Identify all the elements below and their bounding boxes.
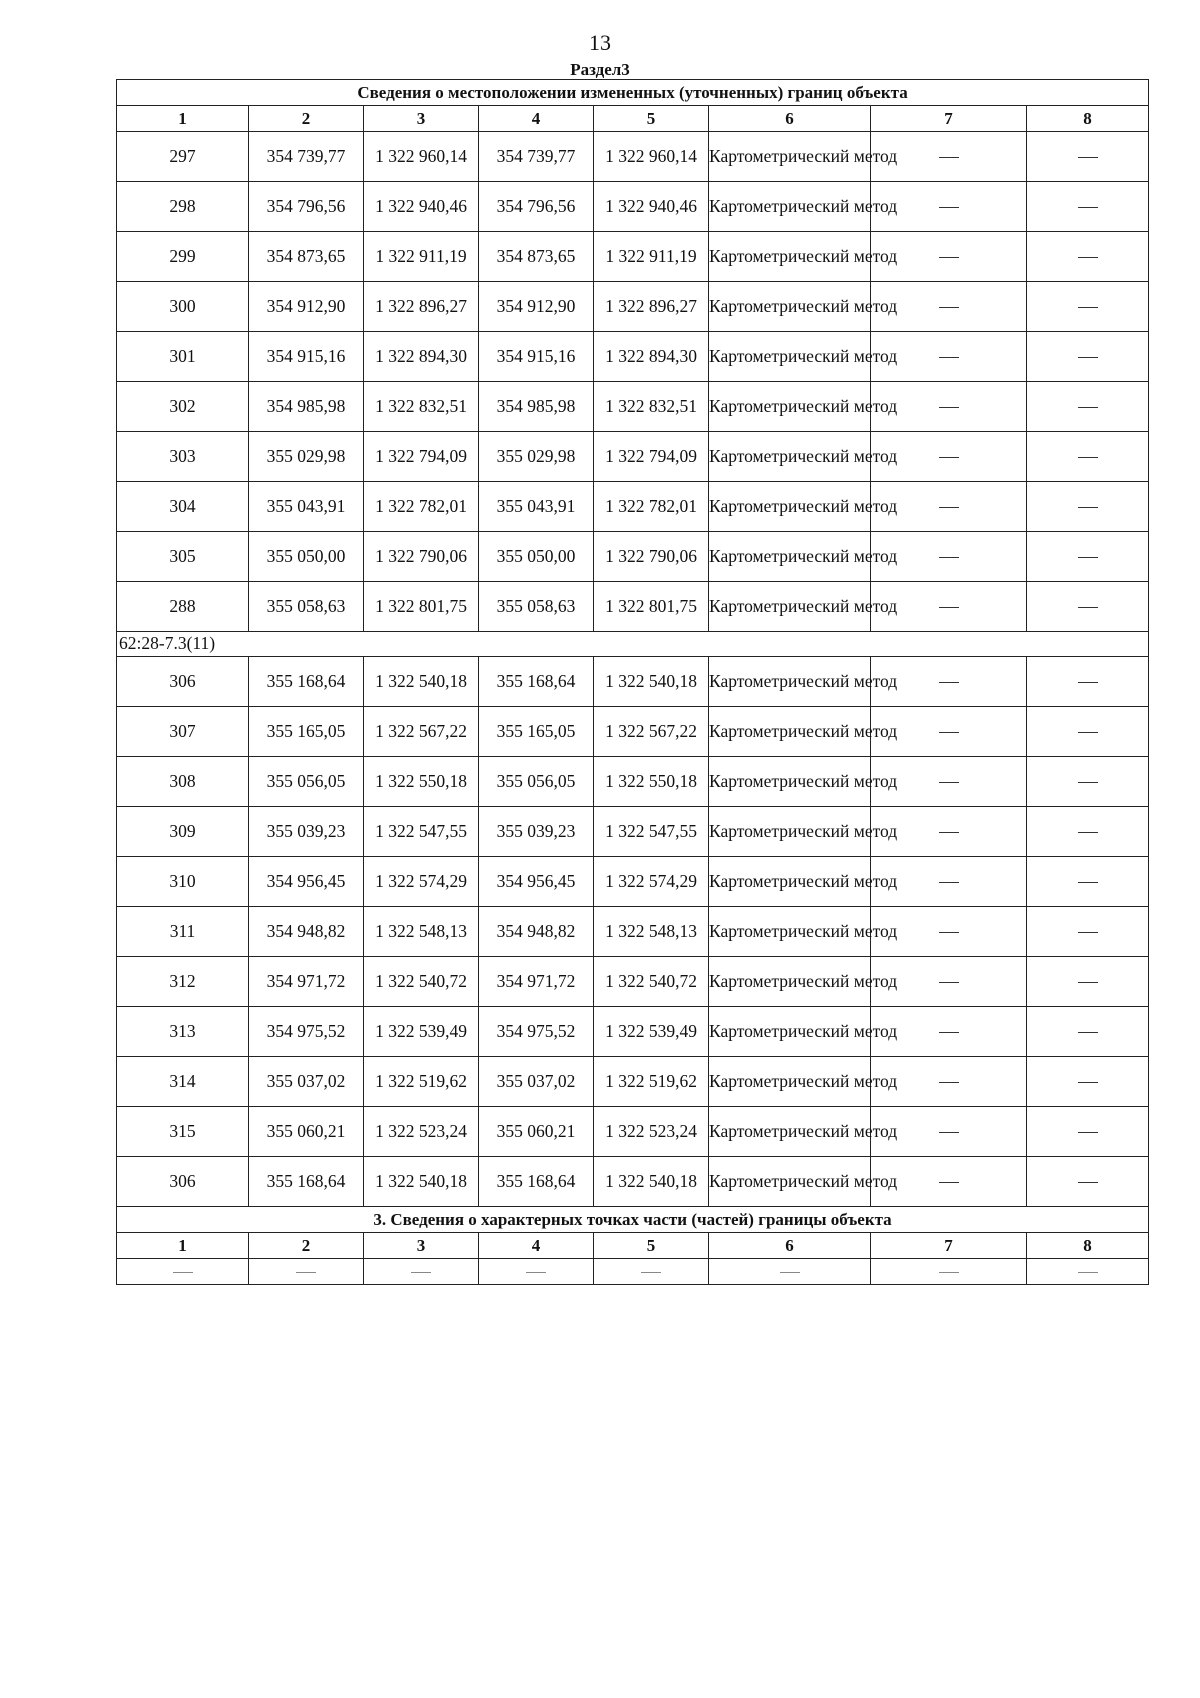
table-row [117, 532, 1149, 582]
y-existing-cell: 1 322 523,24 [364, 1107, 479, 1157]
dash-mark [939, 1082, 959, 1083]
dash-mark [1078, 1182, 1098, 1183]
point-number-cell: 300 [117, 282, 249, 332]
x-existing-cell: 355 037,02 [249, 1057, 364, 1107]
description-cell [1027, 282, 1149, 332]
dash-mark [1078, 507, 1098, 508]
y-refined-cell: 1 322 790,06 [594, 532, 709, 582]
method-cell: Картометрический метод [709, 807, 871, 857]
y-refined-cell: 1 322 540,18 [594, 657, 709, 707]
point-number-cell: 313 [117, 1007, 249, 1057]
point-number-cell: 298 [117, 182, 249, 232]
dash-mark [296, 1272, 316, 1273]
dash-mark [1078, 307, 1098, 308]
y-existing-cell: 1 322 539,49 [364, 1007, 479, 1057]
description-cell [1027, 807, 1149, 857]
table-row [117, 182, 1149, 232]
empty-cell [249, 1259, 364, 1285]
group-label: 62:28-7.3(11) [117, 632, 1149, 657]
dash-mark [939, 607, 959, 608]
description-cell [1027, 132, 1149, 182]
x-refined-cell: 355 056,05 [479, 757, 594, 807]
dash-mark [1078, 882, 1098, 883]
column-number: 3 [364, 106, 479, 132]
y-existing-cell: 1 322 519,62 [364, 1057, 479, 1107]
empty-cell [479, 1259, 594, 1285]
table-row [117, 707, 1149, 757]
empty-cell [1027, 1259, 1149, 1285]
description-cell [1027, 482, 1149, 532]
description-cell [1027, 332, 1149, 382]
dash-mark [939, 782, 959, 783]
y-existing-cell: 1 322 567,22 [364, 707, 479, 757]
dash-mark [1078, 407, 1098, 408]
method-cell: Картометрический метод [709, 1057, 871, 1107]
dash-mark [1078, 157, 1098, 158]
group-row [117, 632, 1149, 657]
empty-cell [594, 1259, 709, 1285]
table-row [117, 232, 1149, 282]
table-row [117, 907, 1149, 957]
column-number: 7 [871, 1233, 1027, 1259]
dash-mark [1078, 607, 1098, 608]
x-refined-cell: 355 029,98 [479, 432, 594, 482]
dash-mark [411, 1272, 431, 1273]
column-number: 2 [249, 1233, 364, 1259]
description-cell [1027, 707, 1149, 757]
x-refined-cell: 354 971,72 [479, 957, 594, 1007]
point-number-cell: 304 [117, 482, 249, 532]
y-existing-cell: 1 322 801,75 [364, 582, 479, 632]
table-row [117, 1007, 1149, 1057]
dash-mark [939, 407, 959, 408]
column-number-row [117, 106, 1149, 132]
dash-mark [1078, 832, 1098, 833]
y-refined-cell: 1 322 519,62 [594, 1057, 709, 1107]
method-cell: Картометрический метод [709, 382, 871, 432]
method-cell: Картометрический метод [709, 132, 871, 182]
x-existing-cell: 355 058,63 [249, 582, 364, 632]
dash-mark [1078, 207, 1098, 208]
dash-mark [1078, 1032, 1098, 1033]
column-number: 7 [871, 106, 1027, 132]
dash-mark [1078, 932, 1098, 933]
description-cell [1027, 657, 1149, 707]
dash-mark [1078, 1272, 1098, 1273]
dash-mark [1078, 732, 1098, 733]
x-existing-cell: 355 056,05 [249, 757, 364, 807]
dash-mark [939, 257, 959, 258]
point-number-cell: 308 [117, 757, 249, 807]
column-number: 3 [364, 1233, 479, 1259]
x-refined-cell: 355 165,05 [479, 707, 594, 757]
description-cell [1027, 957, 1149, 1007]
y-refined-cell: 1 322 896,27 [594, 282, 709, 332]
table-title: Сведения о местоположении измененных (уточненных) границ объекта [117, 80, 1149, 106]
x-existing-cell: 354 796,56 [249, 182, 364, 232]
dash-mark [939, 1272, 959, 1273]
method-cell: Картометрический метод [709, 1007, 871, 1057]
dash-mark [780, 1272, 800, 1273]
table-row [117, 807, 1149, 857]
x-existing-cell: 355 060,21 [249, 1107, 364, 1157]
column-number: 4 [479, 106, 594, 132]
y-existing-cell: 1 322 896,27 [364, 282, 479, 332]
method-cell: Картометрический метод [709, 1107, 871, 1157]
page-number: 13 [589, 30, 611, 55]
x-existing-cell: 354 873,65 [249, 232, 364, 282]
dash-mark [939, 1182, 959, 1183]
y-existing-cell: 1 322 574,29 [364, 857, 479, 907]
x-refined-cell: 354 985,98 [479, 382, 594, 432]
description-cell [1027, 532, 1149, 582]
empty-cell [709, 1259, 871, 1285]
table-row [117, 432, 1149, 482]
dash-mark [939, 157, 959, 158]
empty-cell [117, 1259, 249, 1285]
dash-mark [939, 357, 959, 358]
x-refined-cell: 354 912,90 [479, 282, 594, 332]
table-row [117, 1057, 1149, 1107]
y-refined-cell: 1 322 911,19 [594, 232, 709, 282]
empty-cell [871, 1259, 1027, 1285]
y-existing-cell: 1 322 794,09 [364, 432, 479, 482]
method-cell: Картометрический метод [709, 282, 871, 332]
point-number-cell: 315 [117, 1107, 249, 1157]
dash-mark [939, 732, 959, 733]
description-cell [1027, 432, 1149, 482]
dash-mark [939, 557, 959, 558]
dash-mark [939, 307, 959, 308]
dash-mark [1078, 1082, 1098, 1083]
point-number-cell: 311 [117, 907, 249, 957]
dash-mark [1078, 682, 1098, 683]
method-cell: Картометрический метод [709, 582, 871, 632]
x-refined-cell: 354 739,77 [479, 132, 594, 182]
column-number: 8 [1027, 1233, 1149, 1259]
y-refined-cell: 1 322 894,30 [594, 332, 709, 382]
description-cell [1027, 1157, 1149, 1207]
y-refined-cell: 1 322 940,46 [594, 182, 709, 232]
dash-mark [939, 682, 959, 683]
table-row [117, 657, 1149, 707]
column-number: 5 [594, 106, 709, 132]
x-existing-cell: 354 915,16 [249, 332, 364, 382]
y-existing-cell: 1 322 911,19 [364, 232, 479, 282]
point-number-cell: 307 [117, 707, 249, 757]
x-existing-cell: 354 912,90 [249, 282, 364, 332]
x-refined-cell: 354 975,52 [479, 1007, 594, 1057]
description-cell [1027, 1057, 1149, 1107]
x-existing-cell: 355 165,05 [249, 707, 364, 757]
y-refined-cell: 1 322 523,24 [594, 1107, 709, 1157]
point-number-cell: 306 [117, 1157, 249, 1207]
method-cell: Картометрический метод [709, 482, 871, 532]
point-number-cell: 309 [117, 807, 249, 857]
method-cell: Картометрический метод [709, 332, 871, 382]
point-number-cell: 303 [117, 432, 249, 482]
method-cell: Картометрический метод [709, 707, 871, 757]
x-existing-cell: 355 029,98 [249, 432, 364, 482]
column-number: 1 [117, 106, 249, 132]
y-existing-cell: 1 322 540,18 [364, 1157, 479, 1207]
x-refined-cell: 354 915,16 [479, 332, 594, 382]
y-refined-cell: 1 322 548,13 [594, 907, 709, 957]
y-refined-cell: 1 322 801,75 [594, 582, 709, 632]
y-refined-cell: 1 322 794,09 [594, 432, 709, 482]
x-existing-cell: 354 975,52 [249, 1007, 364, 1057]
point-number-cell: 297 [117, 132, 249, 182]
table-row [117, 282, 1149, 332]
method-cell: Картометрический метод [709, 432, 871, 482]
y-refined-cell: 1 322 960,14 [594, 132, 709, 182]
x-existing-cell: 354 971,72 [249, 957, 364, 1007]
dash-mark [939, 932, 959, 933]
column-number: 6 [709, 106, 871, 132]
point-number-cell: 302 [117, 382, 249, 432]
x-existing-cell: 355 043,91 [249, 482, 364, 532]
x-existing-cell: 355 039,23 [249, 807, 364, 857]
y-existing-cell: 1 322 782,01 [364, 482, 479, 532]
dash-mark [939, 882, 959, 883]
dash-mark [939, 207, 959, 208]
y-existing-cell: 1 322 894,30 [364, 332, 479, 382]
x-refined-cell: 354 956,45 [479, 857, 594, 907]
point-number-cell: 310 [117, 857, 249, 907]
x-existing-cell: 355 050,00 [249, 532, 364, 582]
dash-mark [526, 1272, 546, 1273]
description-cell [1027, 907, 1149, 957]
subsection-empty-row [117, 1259, 1149, 1285]
point-number-cell: 314 [117, 1057, 249, 1107]
point-number-cell: 306 [117, 657, 249, 707]
description-cell [1027, 382, 1149, 432]
dash-mark [939, 507, 959, 508]
x-existing-cell: 354 956,45 [249, 857, 364, 907]
table-row [117, 482, 1149, 532]
y-refined-cell: 1 322 574,29 [594, 857, 709, 907]
method-cell: Картометрический метод [709, 232, 871, 282]
dash-mark [1078, 782, 1098, 783]
y-refined-cell: 1 322 540,72 [594, 957, 709, 1007]
subsection-title-row [117, 1207, 1149, 1233]
table-row [117, 857, 1149, 907]
y-refined-cell: 1 322 567,22 [594, 707, 709, 757]
x-refined-cell: 354 873,65 [479, 232, 594, 282]
x-refined-cell: 355 039,23 [479, 807, 594, 857]
table-title-row [117, 80, 1149, 106]
point-number-cell: 312 [117, 957, 249, 1007]
column-number: 6 [709, 1233, 871, 1259]
table-row [117, 757, 1149, 807]
x-existing-cell: 355 168,64 [249, 657, 364, 707]
column-number: 5 [594, 1233, 709, 1259]
dash-mark [939, 1032, 959, 1033]
boundary-coordinates-table [116, 79, 1149, 1285]
subsection-column-number-row [117, 1233, 1149, 1259]
dash-mark [939, 1132, 959, 1133]
description-cell [1027, 1007, 1149, 1057]
x-existing-cell: 354 985,98 [249, 382, 364, 432]
point-number-cell: 301 [117, 332, 249, 382]
table-row [117, 332, 1149, 382]
table-row [117, 132, 1149, 182]
empty-cell [364, 1259, 479, 1285]
method-cell: Картометрический метод [709, 857, 871, 907]
subsection-title: 3. Сведения о характерных точках части (частей) границы объекта [117, 1207, 1149, 1233]
table-row [117, 957, 1149, 1007]
dash-mark [641, 1272, 661, 1273]
y-existing-cell: 1 322 940,46 [364, 182, 479, 232]
method-cell: Картометрический метод [709, 657, 871, 707]
column-number: 1 [117, 1233, 249, 1259]
description-cell [1027, 1107, 1149, 1157]
column-number: 4 [479, 1233, 594, 1259]
description-cell [1027, 582, 1149, 632]
table-row [117, 1157, 1149, 1207]
dash-mark [173, 1272, 193, 1273]
description-cell [1027, 757, 1149, 807]
x-refined-cell: 355 060,21 [479, 1107, 594, 1157]
x-refined-cell: 354 948,82 [479, 907, 594, 957]
y-existing-cell: 1 322 540,72 [364, 957, 479, 1007]
x-refined-cell: 355 050,00 [479, 532, 594, 582]
method-cell: Картометрический метод [709, 1157, 871, 1207]
y-existing-cell: 1 322 790,06 [364, 532, 479, 582]
y-existing-cell: 1 322 550,18 [364, 757, 479, 807]
y-existing-cell: 1 322 540,18 [364, 657, 479, 707]
x-refined-cell: 355 058,63 [479, 582, 594, 632]
description-cell [1027, 857, 1149, 907]
table-row [117, 582, 1149, 632]
section-label: Раздел3 [570, 60, 630, 79]
point-number-cell: 299 [117, 232, 249, 282]
column-number: 8 [1027, 106, 1149, 132]
y-refined-cell: 1 322 547,55 [594, 807, 709, 857]
description-cell [1027, 182, 1149, 232]
y-refined-cell: 1 322 832,51 [594, 382, 709, 432]
x-refined-cell: 355 043,91 [479, 482, 594, 532]
point-number-cell: 288 [117, 582, 249, 632]
y-refined-cell: 1 322 540,18 [594, 1157, 709, 1207]
x-refined-cell: 355 168,64 [479, 1157, 594, 1207]
method-cell: Картометрический метод [709, 757, 871, 807]
x-existing-cell: 354 948,82 [249, 907, 364, 957]
table-row [117, 382, 1149, 432]
dash-mark [1078, 1132, 1098, 1133]
y-refined-cell: 1 322 539,49 [594, 1007, 709, 1057]
x-existing-cell: 355 168,64 [249, 1157, 364, 1207]
dash-mark [1078, 982, 1098, 983]
description-cell [1027, 232, 1149, 282]
method-cell: Картометрический метод [709, 957, 871, 1007]
dash-mark [1078, 557, 1098, 558]
x-refined-cell: 355 037,02 [479, 1057, 594, 1107]
x-refined-cell: 354 796,56 [479, 182, 594, 232]
point-number-cell: 305 [117, 532, 249, 582]
dash-mark [1078, 257, 1098, 258]
y-existing-cell: 1 322 960,14 [364, 132, 479, 182]
dash-mark [1078, 357, 1098, 358]
y-refined-cell: 1 322 782,01 [594, 482, 709, 532]
y-existing-cell: 1 322 547,55 [364, 807, 479, 857]
x-refined-cell: 355 168,64 [479, 657, 594, 707]
dash-mark [1078, 457, 1098, 458]
dash-mark [939, 832, 959, 833]
dash-mark [939, 457, 959, 458]
dash-mark [939, 982, 959, 983]
method-cell: Картометрический метод [709, 532, 871, 582]
method-cell: Картометрический метод [709, 907, 871, 957]
x-existing-cell: 354 739,77 [249, 132, 364, 182]
method-cell: Картометрический метод [709, 182, 871, 232]
y-refined-cell: 1 322 550,18 [594, 757, 709, 807]
column-number: 2 [249, 106, 364, 132]
y-existing-cell: 1 322 548,13 [364, 907, 479, 957]
y-existing-cell: 1 322 832,51 [364, 382, 479, 432]
table-row [117, 1107, 1149, 1157]
